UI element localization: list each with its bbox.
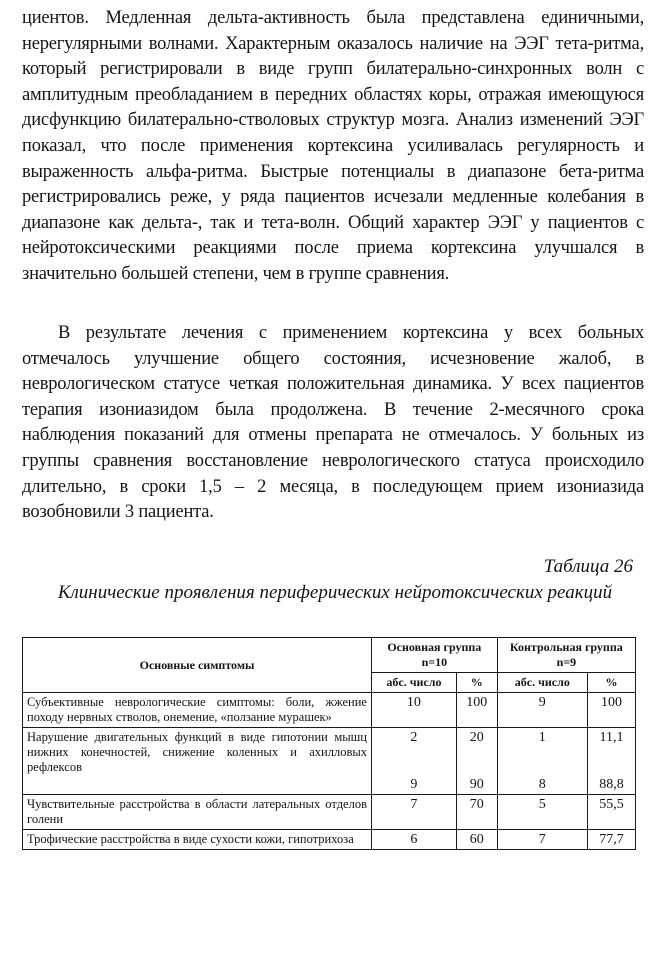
- ctrl-pct-cell: 77,7: [587, 830, 635, 850]
- ctrl-pct-cell: [587, 728, 635, 795]
- table-number: Таблица 26: [543, 556, 633, 577]
- main-pct-value-2: 90: [469, 777, 484, 792]
- header-ctrl-abs: абс. число: [497, 673, 587, 693]
- main-abs-cell: 7: [372, 795, 457, 830]
- header-symptoms: Основные симптомы: [23, 638, 372, 693]
- table-row: [23, 693, 636, 728]
- symptoms-table: [22, 637, 636, 850]
- main-abs-cell: [372, 728, 457, 795]
- ctrl-pct-value: 11,1: [599, 730, 624, 745]
- table-title: Клинические проявления периферических нейротоксических реакций: [57, 582, 613, 603]
- ctrl-pct-cell: 100: [587, 693, 635, 728]
- main-pct-cell: 60: [456, 830, 497, 850]
- main-abs-value: 2: [410, 730, 418, 745]
- symptom-cell: Нарушение двигательных функций в виде гипотонии мышц нижних конечностей, снижение коленных и ахилловых рефлексов: [23, 728, 372, 795]
- main-pct-cell: [456, 728, 497, 795]
- ctrl-abs-cell: 7: [497, 830, 587, 850]
- table-row: [23, 728, 636, 795]
- table-row: [23, 830, 636, 850]
- main-pct-cell: 70: [456, 795, 497, 830]
- symptom-cell: Субъективные неврологические симптомы: боли, жжение походу нервных стволов, онемение, «ползание мурашек»: [23, 693, 372, 728]
- main-pct-value: 20: [469, 730, 484, 745]
- ctrl-pct-cell: 55,5: [587, 795, 635, 830]
- header-control-group: Контрольная группа n=9: [497, 638, 635, 673]
- symptom-cell: Трофические расстройства в виде сухости кожи, гипотрихоза: [23, 830, 372, 850]
- header-ctrl-pct: %: [587, 673, 635, 693]
- header-main-pct: %: [456, 673, 497, 693]
- table-header-row: [23, 638, 636, 673]
- ctrl-abs-cell: 5: [497, 795, 587, 830]
- table-row: [23, 795, 636, 830]
- header-main-abs: абс. число: [372, 673, 457, 693]
- ctrl-abs-value-2: 8: [538, 777, 546, 792]
- ctrl-abs-cell: [497, 728, 587, 795]
- main-abs-cell: 6: [372, 830, 457, 850]
- paragraph-treatment: В результате лечения с применением кортексина у всех больных отмечалось улучшение общего состояния, исчезновение жалоб, в неврологическом статусе четкая положительная динамика. У всех пациентов терапия изониазидом была продолжена. В течение 2-месячного срока наблюдения показаний для отмены препарата не отмечалось. У больных из группы сравнения восстановление неврологического статуса происходило длительно, в сроки 1,5 – 2 месяца, в последующем прием изониазида возобновили 3 пациента.: [22, 323, 644, 523]
- main-pct-cell: 100: [456, 693, 497, 728]
- ctrl-abs-value: 1: [538, 730, 546, 745]
- ctrl-abs-cell: 9: [497, 693, 587, 728]
- paragraph-eeg: циентов. Медленная дельта-активность была представлена единичными, нерегулярными волнами. Характерным оказалось наличие на ЭЭГ тета-ритма, который регистрировали в виде групп билатерально-синхронных волн с амплитудным преобладанием в передних областях коры, отражая имеющуюся дисфункцию билатерально-стволовых структур мозга. Анализ изменений ЭЭГ показал, что после применения кортексина усиливалась регулярность и выраженность альфа-ритма. Быстрые потенциалы в диапазоне бета-ритма регистрировались реже, у ряда пациентов исчезали медленные колебания в диапазоне как дельта-, так и тета-волн. Общий характер ЭЭГ у пациентов с нейротоксическими реакциями после приема кортексина улучшался в значительно большей степени, чем в группе сравнения.: [22, 8, 644, 284]
- main-abs-cell: 10: [372, 693, 457, 728]
- ctrl-pct-value-2: 88,8: [599, 777, 624, 792]
- main-abs-value-2: 9: [410, 777, 418, 792]
- symptom-cell: Чувствительные расстройства в области латеральных отделов голени: [23, 795, 372, 830]
- header-main-group: Основная группа n=10: [372, 638, 498, 673]
